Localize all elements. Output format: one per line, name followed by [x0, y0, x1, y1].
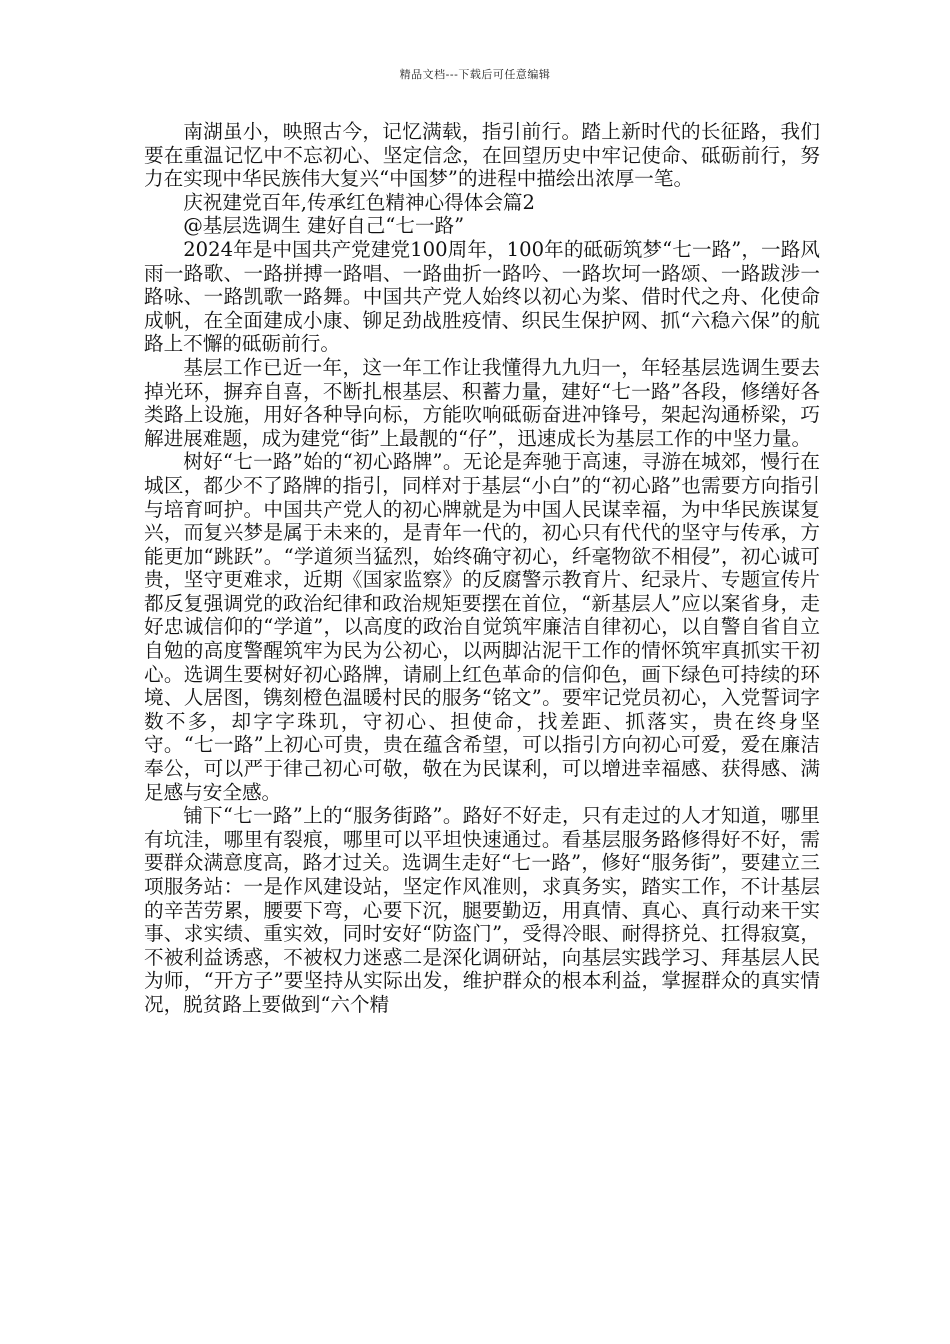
- paragraph-grassroots-work: 基层工作已近一年，这一年工作让我懂得九九归一，年轻基层选调生要去掉光环，摒弃自喜，不断扎根基层、积蓄力量，建好“七一路”各段，修缮好各类路上设施，用好各种导向标，方能吹响砥砺奋进冲锋号，架起沟通桥梁，巧解进展难题，成为建党“街”上最靓的“仔”，迅速成长为基层工作的中坚力量。: [144, 355, 820, 450]
- paragraph-2024: 2024年是中国共产党建党100周年，100年的砥砺筑梦“七一路”，一路风雨一路歌、一路拼搏一路唱、一路曲折一路吟、一路坎坷一路颂、一路跋涉一路咏、一路凯歌一路舞。中国共产党人始终以初心为桨、借时代之舟、化使命成帆，在全面建成小康、铆足劲战胜疫情、织民生保护网、抓“六稳六保”的航路上不懈的砥砺前行。: [144, 237, 820, 356]
- section-subtitle: @基层选调生 建好自己“七一路”: [183, 214, 465, 238]
- paragraph-nanhu: 南湖虽小，映照古今，记忆满载，指引前行。踏上新时代的长征路，我们要在重温记忆中不忘初心、坚定信念，在回望历史中牢记使命、砥砺前行，努力在实现中华民族伟大复兴“中国梦”的进程中描绘出浓厚一笔。: [144, 120, 820, 191]
- section-title: 庆祝建党百年,传承红色精神心得体会篇2: [183, 190, 535, 214]
- paragraph-original-aspiration: 树好“七一路”始的“初心路牌”。无论是奔驰于高速，寻游在城郊，慢行在城区，都少不了路牌的指引，同样对于基层“小白”的“初心路”也需要方向指引与培育呵护。中国共产党人的初心牌就是为中国人民谋幸福，为中华民族谋复兴，而复兴梦是属于未来的，是青年一代的，初心只有代代的坚守与传承，方能更加“跳跃”。“学道须当猛烈，始终确守初心，纤毫物欲不相侵”，初心诚可贵，坚守更难求，近期《国家监察》的反腐警示教育片、纪录片、专题宣传片都反复强调党的政治纪律和政治规矩要摆在首位，“新基层人”应以案省身，走好忠诚信仰的“学道”，以高度的政治自觉筑牢廉洁自律初心，以自警自省自立自勉的高度警醒筑牢为民为公初心，以两脚沾泥干工作的情怀筑牢真抓实干初心。选调生要树好初心路牌，请刷上红色革命的信仰色，画下绿色可持续的环境、人居图，镌刻橙色温暖村民的服务“铭文”。要牢记党员初心，入党誓词字数不多，却字字珠玑，守初心、担使命，找差距、抓落实，贵在终身坚守。“七一路”上初心可贵，贵在蕴含希望，可以指引方向初心可爱，爱在廉洁奉公，可以严于律己初心可敬，敬在为民谋利，可以增进幸福感、获得感、满足感与安全感。: [144, 450, 820, 804]
- paragraph-service-street: 铺下“七一路”上的“服务街路”。路好不好走，只有走过的人才知道，哪里有坑洼，哪里有裂痕，哪里可以平坦快速通过。看基层服务路修得好不好，需要群众满意度高，路才过关。选调生走好“七一路”，修好“服务街”，要建立三项服务站：一是作风建设站，坚定作风准则，求真务实，踏实工作，不计基层的辛苦劳累，腰要下弯，心要下沉，腿要勤迈，用真情、真心、真行动来干实事、求实绩、重实效，同时安好“防盗门”，受得冷眼、耐得挤兑、扛得寂寞，不被利益诱惑，不被权力迷惑二是深化调研站，向基层实践学习、拜基层人民为师，“开方子”要坚持从实际出发，维护群众的根本利益，掌握群众的真实情况，脱贫路上要做到“六个精: [144, 804, 820, 1016]
- page-header: 精品文档---下载后可任意编辑: [399, 68, 551, 81]
- document-body: [144, 120, 820, 1017]
